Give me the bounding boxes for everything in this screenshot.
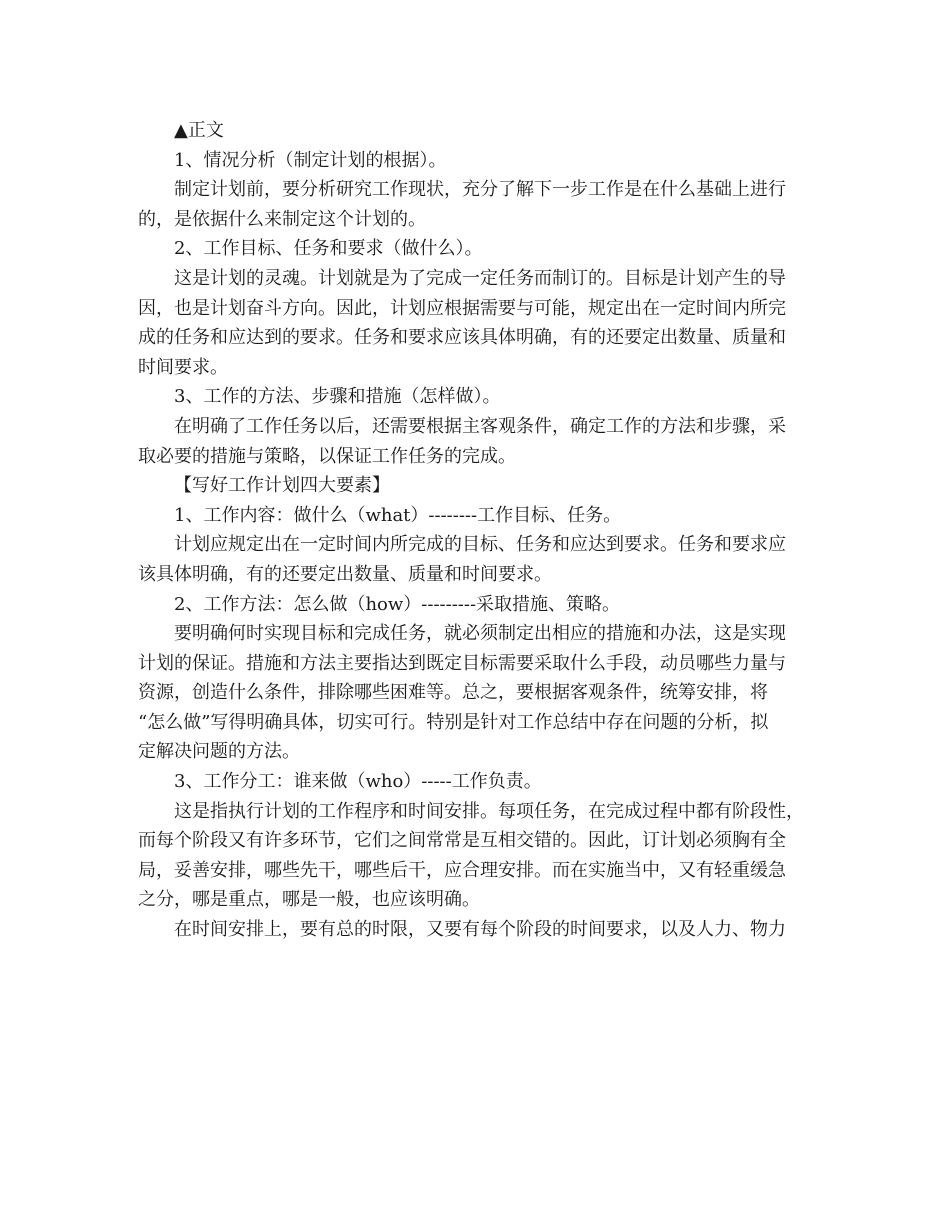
- text-line: 该具体明确，有的还要定出数量、质量和时间要求。: [138, 563, 552, 585]
- heading-work-division: 3、工作分工：谁来做（who）-----工作负责。: [174, 771, 542, 793]
- text-line: 这是指执行计划的工作程序和时间安排。每项任务，在完成过程中都有阶段性，: [174, 800, 804, 822]
- heading-situation-analysis: 1、情况分析（制定计划的根据）。: [174, 149, 447, 171]
- text-line: 的，是依据什么来制定这个计划的。: [138, 208, 426, 230]
- document-body: [138, 116, 818, 945]
- heading-work-method: 2、工作方法：怎么做（how）---------采取措施、策略。: [174, 593, 621, 615]
- text-line: 时间要求。: [138, 356, 228, 378]
- text-line: 在明确了工作任务以后，还需要根据主客观条件，确定工作的方法和步骤，采: [174, 415, 786, 437]
- text-line: 要明确何时实现目标和完成任务，就必须制定出相应的措施和办法，这是实现: [174, 623, 786, 645]
- text-line: 取必要的措施与策略，以保证工作任务的完成。: [138, 445, 516, 467]
- heading-work-content: 1、工作内容：做什么（what）--------工作目标、任务。: [174, 504, 622, 526]
- text-line: 资源，创造什么条件，排除哪些困难等。总之，要根据客观条件，统筹安排，将: [138, 682, 768, 704]
- text-line: 局，妥善安排，哪些先干，哪些后干，应合理安排。而在实施当中，又有轻重缓急: [138, 859, 786, 881]
- text-line: 这是计划的灵魂。计划就是为了完成一定任务而制订的。目标是计划产生的导: [174, 267, 786, 289]
- text-line: “怎么做”写得明确具体，切实可行。特别是针对工作总结中存在问题的分析，拟: [138, 711, 769, 733]
- text-line: 定解决问题的方法。: [138, 741, 300, 763]
- section-heading-main-text: ▲正文: [174, 120, 224, 141]
- text-line: 计划的保证。措施和方法主要指达到既定目标需要采取什么手段，动员哪些力量与: [138, 652, 786, 674]
- heading-methods-steps: 3、工作的方法、步骤和措施（怎样做）。: [174, 386, 501, 408]
- text-line: 而每个阶段又有许多环节，它们之间常常是互相交错的。因此，订计划必须胸有全: [138, 830, 786, 852]
- heading-four-elements: 【写好工作计划四大要素】: [174, 475, 390, 497]
- text-line: 计划应规定出在一定时间内所完成的目标、任务和应达到要求。任务和要求应: [174, 534, 786, 556]
- text-line: 因，也是计划奋斗方向。因此，计划应根据需要与可能，规定出在一定时间内所完: [138, 297, 786, 319]
- text-line: 制定计划前，要分析研究工作现状，充分了解下一步工作是在什么基础上进行: [174, 179, 786, 201]
- text-line: 成的任务和应达到的要求。任务和要求应该具体明确，有的还要定出数量、质量和: [138, 327, 786, 349]
- text-line: 在时间安排上，要有总的时限，又要有每个阶段的时间要求，以及人力、物力: [174, 919, 786, 941]
- text-line: 之分，哪是重点，哪是一般，也应该明确。: [138, 889, 480, 911]
- heading-goals-tasks: 2、工作目标、任务和要求（做什么）。: [174, 238, 483, 260]
